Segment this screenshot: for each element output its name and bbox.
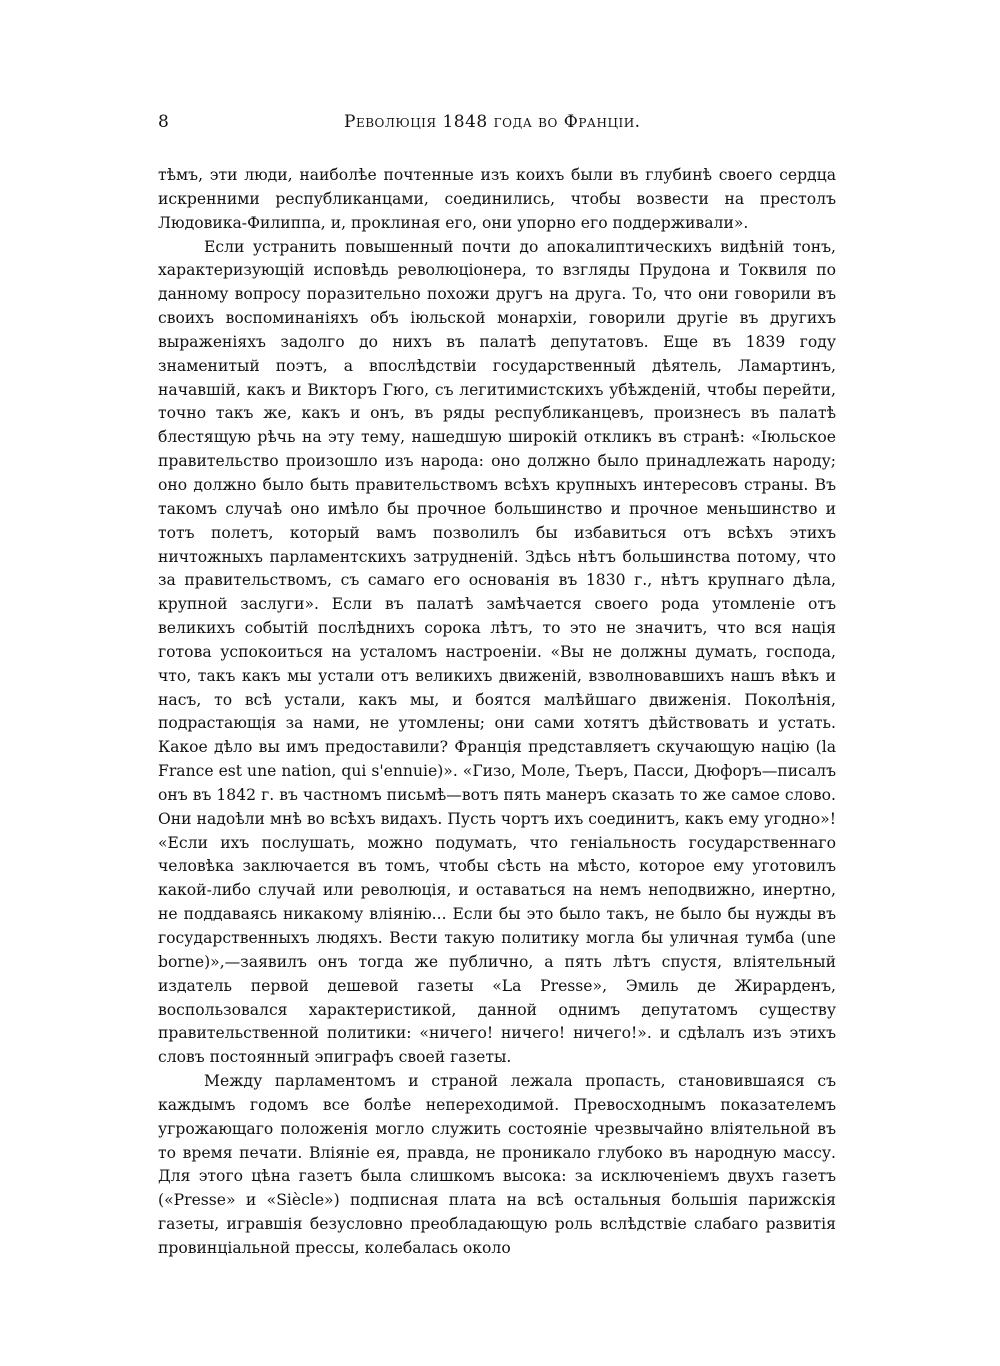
running-title: Революція 1848 года во Франціи. (344, 112, 641, 132)
paragraph: Если устранить повышенный почти до апокалиптическихъ видѣній тонъ, характеризующій исповѣдь революціонера, то взгляды Прудона и Токвиля по данному вопросу поразительно похожи другъ на друга. То, что они говорили въ своихъ воспоминаніяхъ объ іюльской монархіи, говорили другіе въ другихъ выраженіяхъ задолго до нихъ въ палатѣ депутатовъ. Еще въ 1839 году знаменитый поэтъ, а впослѣдствіи государственный дѣятель, Ламартинъ, начавшій, какъ и Викторъ Гюго, съ легитимистскихъ убѣжденій, чтобы перейти, точно такъ же, какъ и онъ, въ ряды республиканцевъ, произнесъ въ палатѣ блестящую рѣчь на эту тему, нашедшую широкій откликъ въ странѣ: «Іюльское правительство произошло изъ народа: оно должно было принадлежать народу; оно должно было быть правительствомъ всѣхъ крупныхъ интересовъ страны. Въ такомъ случаѣ оно имѣло бы прочное большинство и прочное меньшинство и тотъ полетъ, который вамъ позволилъ бы избавиться отъ всѣхъ этихъ ничтожныхъ парламентскихъ затрудненій. Здѣсь нѣтъ большинства потому, что за правительствомъ, съ самаго его основанія въ 1830 г., нѣтъ крупнаго дѣла, крупной заслуги». Если въ палатѣ замѣчается своего рода утомленіе отъ великихъ событій послѣднихъ сорока лѣтъ, то это не значитъ, что вся нація готова успокоиться на усталомъ настроеніи. «Вы не должны думать, господа, что, такъ какъ мы устали отъ великихъ движеній, взволновавшихъ нашъ вѣкъ и насъ, то всѣ устали, какъ мы, и боятся малѣйшаго движенія. Поколѣнія, подрастающія за нами, не утомлены; они сами хотятъ дѣйствовать и устать. Какое дѣло вы имъ предоставили? Франція представляетъ скучающую націю (la France est une nation, qui s'ennuie)». «Гизо, Моле, Тьеръ, Пасси, Дюфоръ—писалъ онъ въ 1842 г. въ частномъ письмѣ—вотъ пять манеръ сказать то же самое слово. Они надоѣли мнѣ во всѣхъ видахъ. Пусть чортъ ихъ соединитъ, какъ ему угодно»! «Если ихъ послушать, можно подумать, что геніальность государственнаго человѣка заключается въ томъ, чтобы сѣсть на мѣсто, которое ему уготовилъ какой-либо случай или революція, и оставаться на немъ неподвижно, инертно, не поддаваясь никакому вліянію... Если бы это было такъ, не было бы нужды въ государственныхъ людяхъ. Вести такую политику могла бы уличная тумба (une borne)»,—заявилъ онъ тогда же публично, а пять лѣтъ спустя, вліятельный издатель первой дешевой газеты «La Presse», Эмиль де Жирарденъ, воспользовался характеристикой, данной однимъ депутатомъ существу правительственной политики: «ничего! ничего! ничего!». и сдѣлалъ изъ этихъ словъ постоянный эпиграфъ своей газеты. (158, 237, 836, 1067)
running-header (158, 112, 836, 142)
book-page (158, 112, 836, 1261)
page-body (158, 164, 836, 1261)
page-number: 8 (158, 112, 170, 132)
paragraph-continued: тѣмъ, эти люди, наиболѣе почтенные изъ коихъ были въ глубинѣ своего сердца искренними республиканцами, соединились, чтобы возвести на престолъ Людовика-Филиппа, и, проклиная его, они упорно его поддерживали». (158, 166, 836, 232)
paragraph: Между парламентомъ и страной лежала пропасть, становившаяся съ каждымъ годомъ все болѣе непереходимой. Превосходнымъ показателемъ угрожающаго положенія могло служить состояніе чрезвычайно вліятельной въ то время печати. Вліяніе ея, правда, не проникало глубоко въ народную массу. Для этого цѣна газетъ была слишкомъ высока: за исключеніемъ двухъ газетъ («Presse» и «Siècle») подписная плата на всѣ остальныя большія парижскія газеты, игравшія безусловно преобладающую роль вслѣдствіе слабаго развитія провинціальной прессы, колебалась около (158, 1072, 836, 1257)
